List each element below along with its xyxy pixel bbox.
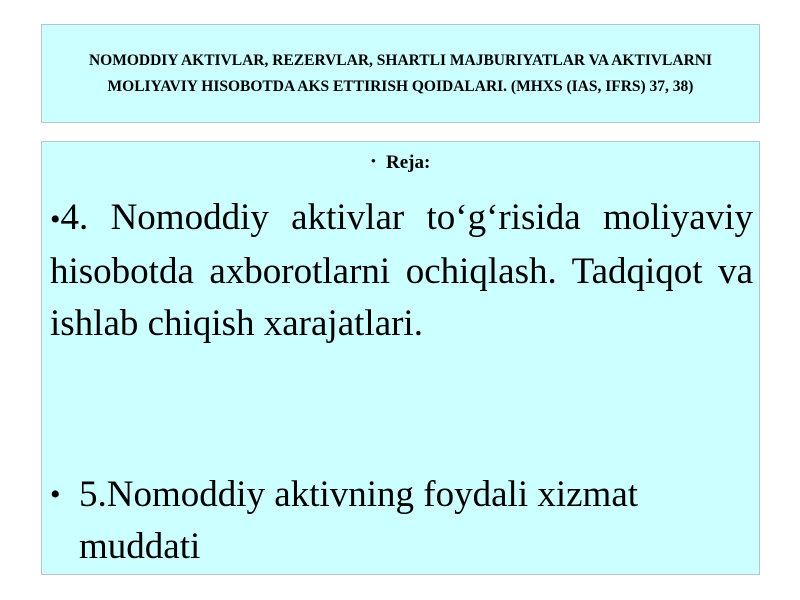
bullet-icon: • (50, 203, 61, 236)
slide-content-box (41, 141, 760, 575)
plan-item-5-text: 5.Nomoddiy aktivning foydali xizmat muddati (79, 474, 639, 567)
slide-title-box (41, 24, 760, 123)
plan-item-5 (50, 469, 753, 573)
slide-title: NOMODDIY AKTIVLAR, REZERVLAR, SHARTLI MAJBURIYATLAR VA AKTIVLARNI MOLIYAVIY HISOBOTDA AKS ETTIRISH QOIDALARI. (MHXS (IAS, IFRS) 37, 38) (88, 51, 713, 95)
plan-item-4-text: 4. Nomoddiy aktivlar to‘g‘risida moliyaviy hisobotda axborotlarni ochiqlash. Tadqiqot va ishlab chiqish xarajatlari. (50, 197, 753, 344)
plan-heading-line (42, 152, 759, 174)
plan-item-4 (50, 192, 753, 350)
plan-heading: Reja: (385, 152, 431, 173)
bullet-icon: • (50, 478, 61, 511)
bullet-icon: • (370, 154, 376, 170)
